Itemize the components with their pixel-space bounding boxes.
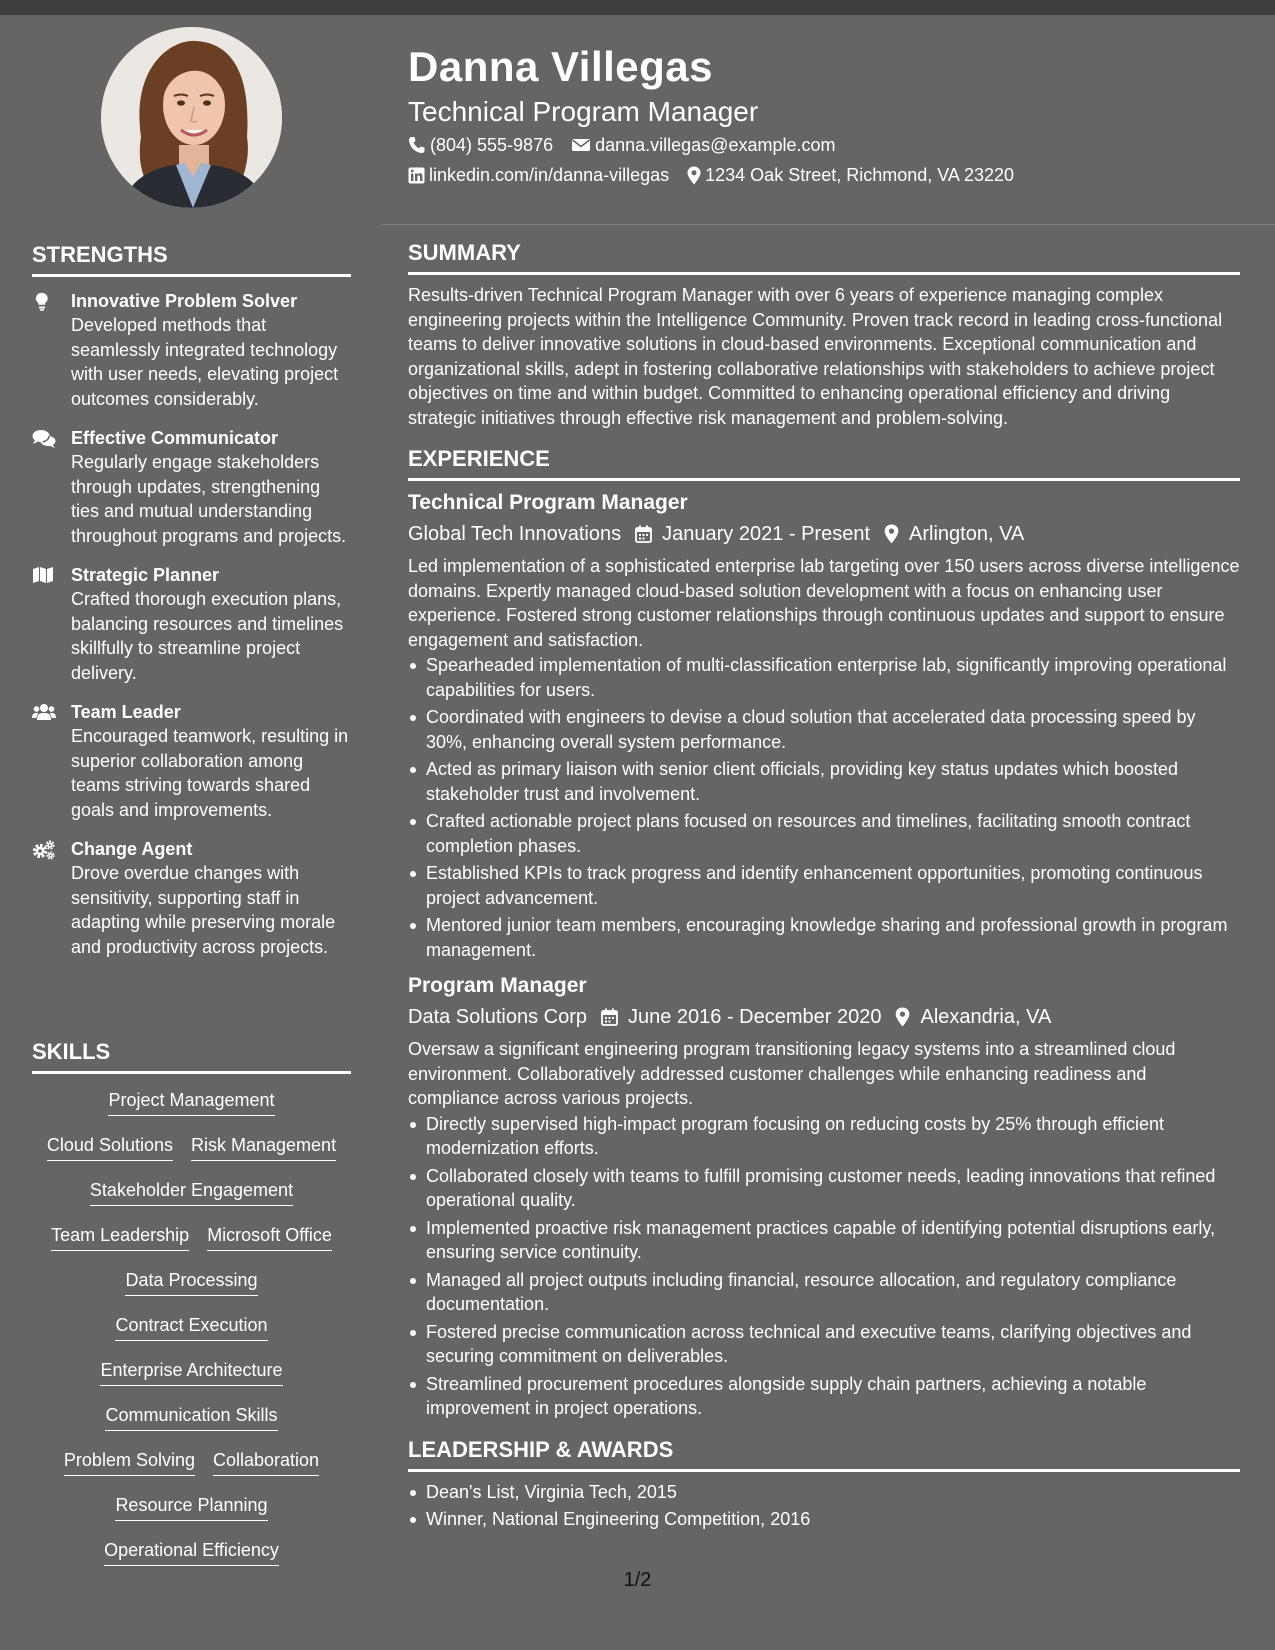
skill-tag: Team Leadership [51, 1223, 189, 1251]
skill-tag: Risk Management [191, 1133, 336, 1161]
summary-section [408, 240, 1240, 430]
strength-desc: Regularly engage stakeholders through updates, strengthening ties and mutual understanding throughout programs and projects. [71, 452, 347, 546]
skill-tag: Collaboration [213, 1448, 319, 1476]
skill-tag: Stakeholder Engagement [90, 1178, 293, 1206]
job-bullets [408, 653, 1240, 962]
job-dates: June 2016 - December 2020 [627, 1006, 882, 1028]
strength-desc: Encouraged teamwork, resulting in superior collaboration among teams striving towards shared goals and improvements. [71, 726, 349, 820]
comments-icon [32, 426, 71, 548]
strength-desc: Crafted thorough execution plans, balancing resources and timelines skillfully to streamline project delivery. [71, 589, 344, 683]
strength-item [32, 563, 351, 685]
job-meta [408, 1000, 1240, 1034]
award-item: Dean's List, Virginia Tech, 2015 [408, 1480, 1240, 1505]
strength-title: Innovative Problem Solver [71, 291, 298, 311]
location-pin-icon [687, 166, 701, 185]
job-bullet: Acted as primary liaison with senior client officials, providing key status updates which boosted stakeholder trust and involvement. [408, 757, 1240, 806]
skill-tag: Resource Planning [115, 1493, 267, 1521]
job-bullet: Managed all project outputs including financial, resource allocation, and regulatory compliance documentation. [408, 1268, 1240, 1317]
job-bullet: Implemented proactive risk management practices capable of identifying potential disruptions early, ensuring service continuity. [408, 1216, 1240, 1265]
skills-heading: SKILLS [32, 1039, 351, 1074]
summary-text: Results-driven Technical Program Manager with over 6 years of experience managing complex engineering projects within the Intelligence Community. Proven track record in leading cross-functional teams to deliver innovative solutions in cloud-based environments. Exceptional communication and organizational skills, adept in fostering collaborative relationships with stakeholders to achieve project objectives on time and within budget. Committed to enhancing operational efficiency and driving strategic initiatives through effective risk management and problem-solving. [408, 285, 1223, 428]
company-name: Data Solutions Corp [408, 1006, 587, 1028]
job-location: Arlington, VA [909, 523, 1025, 545]
strength-item [32, 837, 351, 959]
strength-item [32, 289, 351, 411]
page-number: 1/2 [623, 1569, 652, 1591]
linkedin-link[interactable]: linkedin.com/in/danna-villegas [429, 165, 670, 185]
strength-item [32, 426, 351, 548]
strength-item [32, 700, 351, 822]
awards-section [408, 1437, 1240, 1532]
strengths-heading: STRENGTHS [32, 242, 351, 277]
job-bullet: Fostered precise communication across technical and executive teams, clarifying objectives and securing commitment on deliverables. [408, 1320, 1240, 1369]
address-text: 1234 Oak Street, Richmond, VA 23220 [705, 165, 1014, 185]
header-divider [382, 224, 1275, 225]
job-title: Technical Program Manager [408, 491, 688, 514]
skill-tag: Problem Solving [64, 1448, 195, 1476]
candidate-name: Danna Villegas [408, 43, 714, 90]
job-bullet: Coordinated with engineers to devise a cloud solution that accelerated data processing speed by 30%, enhancing overall system performance. [408, 705, 1240, 754]
email-link[interactable]: danna.villegas@example.com [595, 135, 836, 155]
job-bullet: Mentored junior team members, encouraging knowledge sharing and professional growth in program management. [408, 913, 1240, 962]
main-column [408, 240, 1240, 1548]
gears-icon [32, 837, 71, 959]
job-bullet: Established KPIs to track progress and identify enhancement opportunities, promoting continuous project advancement. [408, 861, 1240, 910]
location-pin-icon [895, 1007, 910, 1027]
strength-title: Effective Communicator [71, 428, 279, 448]
awards-heading: LEADERSHIP & AWARDS [408, 1437, 1240, 1472]
contact-line-1 [408, 133, 836, 157]
phone-text[interactable]: (804) 555-9876 [430, 135, 554, 155]
strength-desc: Developed methods that seamlessly integrated technology with user needs, elevating project outcomes considerably. [71, 315, 339, 409]
location-pin-icon [884, 524, 899, 544]
skill-tag: Operational Efficiency [104, 1538, 279, 1566]
strength-desc: Drove overdue changes with sensitivity, supporting staff in adapting while preserving morale and productivity across projects. [71, 863, 336, 957]
profile-photo [101, 27, 282, 208]
job-bullet: Directly supervised high-impact program focusing on reducing costs by 25% through efficient modernization efforts. [408, 1112, 1240, 1161]
job-entry [408, 972, 1240, 1421]
summary-heading: SUMMARY [408, 240, 1240, 275]
job-bullet: Spearheaded implementation of multi-classification enterprise lab, significantly improving operational capabilities for users. [408, 653, 1240, 702]
job-description: Led implementation of a sophisticated enterprise lab targeting over 150 users across diverse intelligence domains. Expertly managed cloud-based solution development with a focus on enhancing user experience. Fostered strong customer relationships through continuous updates and support to ensure engagement and satisfaction. [408, 556, 1240, 650]
portrait-illustration [101, 27, 282, 208]
skill-tag: Project Management [108, 1088, 274, 1116]
skill-tag: Enterprise Architecture [100, 1358, 282, 1386]
strength-title: Strategic Planner [71, 565, 220, 585]
experience-section [408, 446, 1240, 1421]
job-bullet: Collaborated closely with teams to fulfill promising customer needs, leading innovations that refined operational quality. [408, 1164, 1240, 1213]
job-bullet: Crafted actionable project plans focused on resources and timelines, facilitating smooth contract completion phases. [408, 809, 1240, 858]
strength-title: Team Leader [71, 702, 181, 722]
left-column [0, 15, 382, 1650]
phone-icon [408, 136, 426, 154]
skill-tag: Data Processing [125, 1268, 257, 1296]
skill-tag: Microsoft Office [207, 1223, 332, 1251]
job-bullets [408, 1112, 1240, 1421]
job-entry [408, 489, 1240, 962]
job-description: Oversaw a significant engineering program transitioning legacy systems into a streamlined cloud environment. Collaboratively addressed customer challenges while enhancing readiness and compliance across various projects. [408, 1039, 1176, 1108]
strengths-section [32, 242, 351, 974]
skill-tag: Contract Execution [115, 1313, 267, 1341]
lightbulb-icon [32, 289, 71, 411]
calendar-icon [601, 1008, 618, 1026]
linkedin-icon [408, 167, 425, 184]
skill-tag: Communication Skills [105, 1403, 277, 1431]
skill-tag: Cloud Solutions [47, 1133, 173, 1161]
job-meta [408, 517, 1240, 551]
contact-line-2 [408, 163, 1014, 187]
calendar-icon [635, 525, 652, 543]
awards-list [408, 1480, 1240, 1532]
map-icon [32, 563, 71, 685]
company-name: Global Tech Innovations [408, 523, 622, 545]
job-title: Program Manager [408, 974, 587, 997]
job-location: Alexandria, VA [920, 1006, 1052, 1028]
award-item: Winner, National Engineering Competition, 2016 [408, 1507, 1240, 1532]
job-dates: January 2021 - Present [662, 523, 871, 545]
job-bullet: Streamlined procurement procedures alongside supply chain partners, achieving a notable improvement in project operations. [408, 1372, 1240, 1421]
experience-heading: EXPERIENCE [408, 446, 1240, 481]
envelope-icon [571, 137, 591, 153]
strength-title: Change Agent [71, 839, 193, 859]
skills-section [32, 1039, 351, 1583]
top-bar [0, 0, 1275, 15]
candidate-role: Technical Program Manager [408, 96, 759, 127]
users-icon [32, 700, 71, 822]
